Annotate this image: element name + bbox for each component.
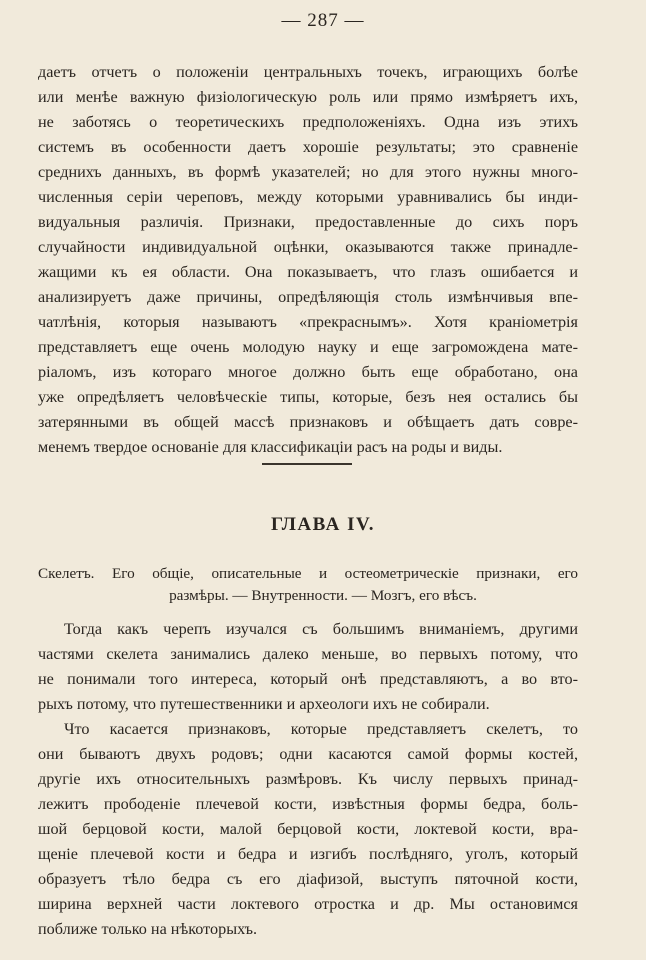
text-line: ширина верхней части локтевого отростка и др. Мы остановимся: [38, 895, 578, 913]
text-line: затерянными въ общей массѣ признаковъ и обѣщаетъ дать совре-: [38, 413, 578, 431]
text-line: щеніе плечевой кости и бедра и изгибъ послѣдняго, уголъ, который: [38, 845, 578, 863]
text-line: видуальныя различія. Признаки, предоставленные до сихъ поръ: [38, 213, 578, 231]
text-line: образуетъ тѣло бедра съ его діафизой, выступъ пяточной кости,: [38, 870, 578, 888]
text-line: Тогда какъ черепъ изучался съ большимъ вниманіемъ, другими: [64, 620, 578, 638]
text-line: шой берцовой кости, малой берцовой кости, локтевой кости, вра-: [38, 820, 578, 838]
text-line: даетъ отчетъ о положеніи центральныхъ точекъ, играющихъ болѣе: [38, 63, 578, 81]
chapter-summary-line: размѣры. — Внутренности. — Мозгъ, его вѣсъ.: [169, 587, 477, 604]
text-line: уже опредѣляетъ человѣческіе типы, которые, безъ нея остались бы: [38, 388, 578, 406]
text-line: жащими къ ея области. Она показываетъ, что глазъ ошибается и: [38, 263, 578, 281]
text-line: анализируетъ даже причины, опредѣляющія столь измѣнчивыя впе-: [38, 288, 578, 306]
text-line: представляетъ еще очень молодую науку и еще загромождена мате-: [38, 338, 578, 356]
text-line: ріаломъ, изъ котораго многое должно быть еще обработано, она: [38, 363, 578, 381]
chapter-title: ГЛАВА IV.: [271, 514, 375, 535]
text-line: численныя серіи череповъ, между которыми уравнивались бы инди-: [38, 188, 578, 206]
text-line: случайности индивидуальной оцѣнки, оказываются также принадле-: [38, 238, 578, 256]
text-line: Что касается признаковъ, которые представляетъ скелетъ, то: [64, 720, 578, 738]
section-divider: [262, 463, 352, 465]
text-line: не заботясь о теоретическихъ предположеніяхъ. Одна изъ этихъ: [38, 113, 578, 131]
text-line: рыхъ потому, что путешественники и археологи ихъ не собирали.: [38, 695, 490, 713]
page-number: — 287 —: [281, 10, 365, 31]
text-line: менемъ твердое основаніе для классификаціи расъ на роды и виды.: [38, 438, 503, 456]
chapter-summary-line: Скелетъ. Его общіе, описательные и остеометрическіе признаки, его: [38, 565, 578, 582]
text-line: лежитъ прободеніе плечевой кости, извѣстныя формы бедра, боль-: [38, 795, 578, 813]
text-line: или менѣе важную физіологическую роль или прямо измѣряетъ ихъ,: [38, 88, 578, 106]
text-line: поближе только на нѣкоторыхъ.: [38, 920, 258, 938]
text-line: они бываютъ двухъ родовъ; одни касаются самой формы костей,: [38, 745, 578, 763]
text-line: чатлѣнія, которыя называютъ «прекраснымъ». Хотя краніометрія: [38, 313, 578, 331]
text-line: не понимали того интереса, который онѣ представляютъ, а во вто-: [38, 670, 578, 688]
text-line: другіе ихъ относительныхъ размѣровъ. Къ числу первыхъ принад-: [38, 770, 578, 788]
text-line: частями скелета занимались далеко меньше, во первыхъ потому, что: [38, 645, 578, 663]
text-line: среднихъ данныхъ, въ формѣ указателей; но для этого нужны много-: [38, 163, 578, 181]
text-line: системъ въ особенности даетъ хорошіе результаты; это сравненіе: [38, 138, 578, 156]
